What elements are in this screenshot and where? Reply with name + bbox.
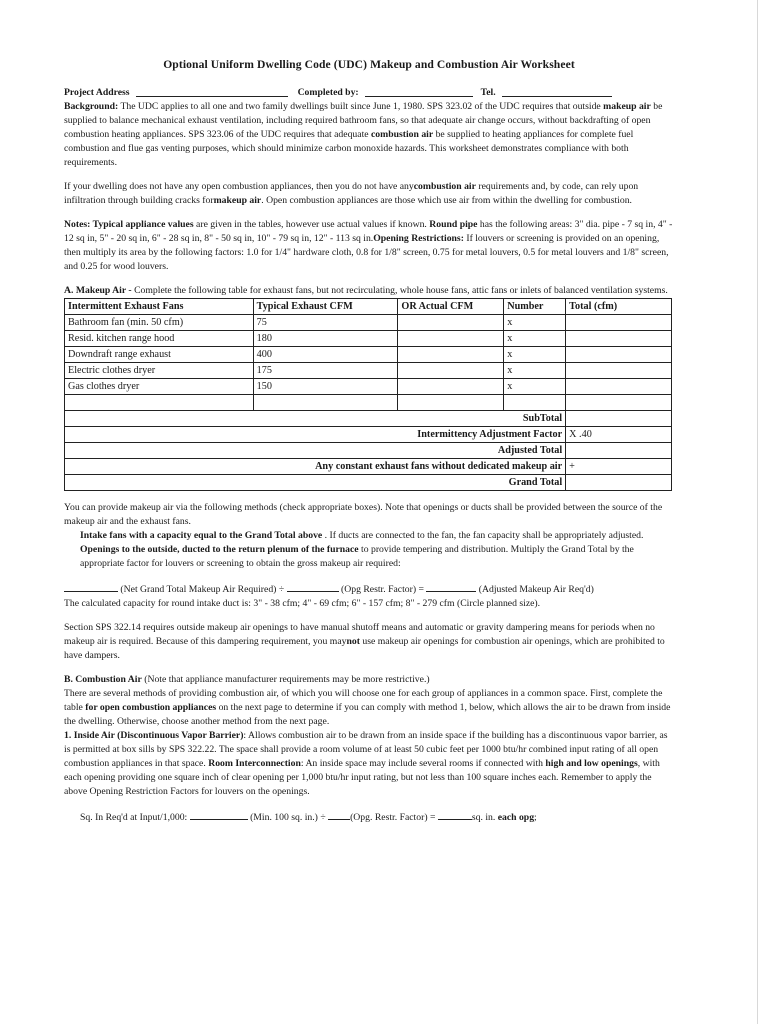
constant-row (65, 459, 672, 475)
fan-name: Gas clothes dryer (65, 379, 254, 395)
table-row (65, 347, 672, 363)
grand-total-label: Grand Total (65, 475, 566, 491)
number-cell[interactable]: x (504, 331, 566, 347)
actual-cfm-cell[interactable] (398, 315, 504, 331)
calc-text-3: (Adjusted Makeup Air Req'd) (478, 584, 594, 595)
method-1-text: . If ducts are connected to the fan, the fan capacity shall be appropriately adjusted. (322, 530, 644, 541)
number-cell[interactable]: x (504, 347, 566, 363)
method-2-bold: Openings to the outside, ducted to the return plenum of the furnace (80, 544, 359, 555)
adjusted-value[interactable] (566, 443, 672, 459)
header-typical-cfm: Typical Exhaust CFM (253, 299, 398, 315)
blank-cell[interactable] (253, 395, 398, 411)
typical-cfm: 75 (253, 315, 398, 331)
section-a-paragraph (64, 284, 674, 298)
inside-air-bold-1: Room Interconnection (208, 758, 301, 769)
calc-line (64, 581, 674, 597)
adjusted-label: Adjusted Total (65, 443, 566, 459)
para2-bold-1: combustion air (413, 181, 476, 192)
para2-bold-2: makeup air (213, 195, 262, 206)
header-actual-cfm: OR Actual CFM (398, 299, 504, 315)
total-cell[interactable] (566, 331, 672, 347)
total-cell[interactable] (566, 315, 672, 331)
calc-text-1: (Net Grand Total Makeup Air Required) ÷ (120, 584, 285, 595)
table-row (65, 315, 672, 331)
sq-text-5: each opg (497, 812, 535, 823)
project-address-label: Project Address (64, 87, 130, 98)
page-title: Optional Uniform Dwelling Code (UDC) Makeup and Combustion Air Worksheet (163, 58, 575, 71)
sq-in-line (64, 809, 674, 825)
duct-capacity-line: The calculated capacity for round intake duct is: 3" - 38 cfm; 4" - 69 cfm; 6" - 157 cfm; 8" - 279 cfm (Circle planned size). (64, 598, 541, 609)
blank-cell[interactable] (504, 395, 566, 411)
typical-cfm: 175 (253, 363, 398, 379)
adjusted-row (65, 443, 672, 459)
table-row (65, 331, 672, 347)
opg-restr-field[interactable] (328, 809, 350, 820)
actual-cfm-cell[interactable] (398, 347, 504, 363)
background-paragraph (64, 100, 674, 170)
completed-by-field[interactable] (365, 86, 473, 97)
background-label: Background: (64, 101, 119, 112)
header-number: Number (504, 299, 566, 315)
fan-name: Resid. kitchen range hood (65, 331, 254, 347)
exhaust-fan-table (64, 298, 672, 491)
sps-text-2: use makeup air openings for combustion air openings, which are prohibited to have dampers. (64, 636, 665, 661)
inside-air-bold-2: high and low openings (545, 758, 638, 769)
section-b-text-1: There are several methods of providing combustion air, of which you will choose one for each group of appliances in a common space. First, complete the table (64, 688, 663, 713)
inside-air-text-2: : An inside space may include several rooms if connected with (300, 758, 546, 769)
sps-text-1: Section SPS 322.14 requires outside makeup air openings to have manual shutoff means and automatic or gravity dampering means for periods when no makeup air is required. Because of this dampering requirement, you may (64, 622, 655, 647)
header-line (64, 86, 674, 100)
total-cell[interactable] (566, 363, 672, 379)
method-openings (64, 543, 674, 571)
sps-paragraph (64, 621, 674, 663)
section-b-label: B. Combustion Air (64, 674, 142, 685)
typical-cfm: 400 (253, 347, 398, 363)
sq-text-3: (Opg. Restr. Factor) = (350, 812, 436, 823)
grand-total-value[interactable] (566, 475, 672, 491)
sq-text-6: ; (534, 812, 537, 823)
actual-cfm-cell[interactable] (398, 379, 504, 395)
para2-text-1: If your dwelling does not have any open combustion appliances, then you do not have any (64, 181, 414, 192)
fan-name: Electric clothes dryer (65, 363, 254, 379)
fan-name: Downdraft range exhaust (65, 347, 254, 363)
background-text-1: The UDC applies to all one and two family dwellings built since June 1, 1980. SPS 323.02 of the UDC requires that outside (120, 101, 604, 112)
typical-cfm: 180 (253, 331, 398, 347)
constant-value[interactable]: + (566, 459, 672, 475)
sq-text-1: Sq. In Req'd at Input/1,000: (80, 812, 188, 823)
actual-cfm-cell[interactable] (398, 331, 504, 347)
inside-air-text-1: : Allows combustion air to be drawn from an inside space if the building has a discontinuous vapor barrier, as is permitted at box sills by SPS 322.22. The space shall provide a room volume of at least 50 cubic feet per 1000 btu/hr combined input rating of all open combustion appliances in that space. (64, 730, 668, 769)
header-intermittent-fans: Intermittent Exhaust Fans (65, 299, 254, 315)
total-cell[interactable] (566, 379, 672, 395)
notes-text-2: has the following areas: 3" dia. pipe - 7 sq in, 4" - 12 sq in, 5" - 20 sq in, 6" - 28 sq in, 8" - 50 sq in, 10" - 79 sq in, 12" - 113 sq in. (64, 219, 673, 244)
tel-field[interactable] (502, 86, 612, 97)
provide-intro: You can provide makeup air via the following methods (check appropriate boxes). Note that openings or ducts shall be provided between the source of the makeup air and the exhaust fans. (64, 502, 663, 527)
notes-text-1: are given in the tables, however use actual values if known. (193, 219, 430, 230)
blank-cell[interactable] (566, 395, 672, 411)
section-b-paragraph (64, 687, 674, 729)
sq-text-4: sq. in. (471, 812, 498, 823)
grand-total-row (65, 475, 672, 491)
project-address-field[interactable] (136, 86, 288, 97)
fan-name: Bathroom fan (min. 50 cfm) (65, 315, 254, 331)
sq-in-reqd-field[interactable] (190, 809, 248, 820)
sq-text-2: (Min. 100 sq. in.) ÷ (250, 812, 326, 823)
header-total-cfm: Total (cfm) (566, 299, 672, 315)
inside-air-label: 1. Inside Air (Discontinuous Vapor Barrier) (64, 730, 244, 741)
table-row (65, 363, 672, 379)
number-cell[interactable]: x (504, 363, 566, 379)
sps-bold-1: not (346, 636, 360, 647)
table-row (65, 379, 672, 395)
page-edge (757, 0, 768, 1024)
calc-text-2: (Opg Restr. Factor) = (341, 584, 424, 595)
background-bold-1: makeup air (603, 101, 651, 112)
background-text-2: be supplied to balance mechanical exhaust ventilation, including required bathroom fans, so that adequate air change occurs, without backdrafting of open combustion heating appliances. SPS 323.06 of the UDC requires that adequate (64, 101, 663, 140)
section-b-note: (Note that appliance manufacturer requirements may be more restrictive.) (141, 674, 430, 685)
intermittency-label: Intermittency Adjustment Factor (65, 427, 566, 443)
notes-paragraph (64, 218, 674, 274)
typical-cfm: 150 (253, 379, 398, 395)
opg-factor-field[interactable] (287, 581, 339, 592)
number-cell[interactable]: x (504, 315, 566, 331)
subtotal-value[interactable] (566, 411, 672, 427)
section-b-bold-1: for open combustion appliances (82, 702, 217, 713)
notes-bold-1: Round pipe (429, 219, 478, 230)
method-intake-fans (64, 529, 674, 543)
constant-label: Any constant exhaust fans without dedicated makeup air (65, 459, 566, 475)
background-text-3: be supplied to heating appliances for complete fuel combustion and flue gas venting purposes, which should minimize carbon monoxide hazards. This worksheet demonstrates compliance with both requirements. (64, 129, 634, 168)
notes-text-3: If louvers or screening is provided on an opening, then multiply its area by the following factors: 1.0 for 1/4" hardware cloth, 0.8 for 1/8" screen, 0.75 for metal louvers, 0.5 for metal louvers and 1/8" screen, and 0.25 for wood louvers. (64, 233, 669, 272)
tel-label: Tel. (480, 87, 496, 98)
notes-label: Notes: Typical appliance values (64, 219, 194, 230)
actual-cfm-cell[interactable] (398, 363, 504, 379)
table-row-blank (65, 395, 672, 411)
section-a-label: A. Makeup Air - (64, 285, 132, 296)
subtotal-row (65, 411, 672, 427)
combustion-paragraph (64, 180, 674, 208)
adjusted-makeup-field[interactable] (426, 581, 476, 592)
notes-bold-2: Opening Restrictions: (373, 233, 464, 244)
inside-air-paragraph (64, 729, 674, 799)
worksheet-page (64, 58, 674, 825)
completed-by-label: Completed by: (297, 87, 359, 98)
number-cell[interactable]: x (504, 379, 566, 395)
total-cell[interactable] (566, 347, 672, 363)
section-a-text: Complete the following table for exhaust fans, but not recirculating, whole house fans, attic fans or inlets of balanced ventilation systems. (131, 285, 668, 296)
background-bold-2: combustion air (370, 129, 434, 140)
method-2-text: to provide tempering and distribution. Multiply the Grand Total by the appropriate factor for louvers or screening to obtain the gross makeup air required: (80, 544, 634, 569)
blank-cell[interactable] (398, 395, 504, 411)
net-grand-total-field[interactable] (64, 581, 118, 592)
para2-text-3: . Open combustion appliances are those which use air from within the dwelling for combustion. (261, 195, 632, 206)
section-b-heading (64, 673, 674, 687)
intermittency-row (65, 427, 672, 443)
subtotal-label: SubTotal (65, 411, 566, 427)
table-header-row (65, 299, 672, 315)
intermittency-value: X .40 (566, 427, 672, 443)
para2-text-2: requirements and, by code, can rely upon infiltration through building cracks for (64, 181, 639, 206)
inside-air-text-3: , with each opening providing one square inch of clear opening per 1,000 btu/hr input rating, but not less than 100 square inches each. Remember to apply the above Opening Restriction Factors for louvers on the openings. (64, 758, 660, 797)
sq-in-result-field[interactable] (438, 809, 472, 820)
blank-cell[interactable] (65, 395, 254, 411)
method-1-bold: Intake fans with a capacity equal to the Grand Total above (80, 530, 323, 541)
section-b-text-2: on the next page to determine if you can comply with method 1, below, which allows the air to be drawn from inside the dwelling. Otherwise, choose another method from the next page. (64, 702, 671, 727)
